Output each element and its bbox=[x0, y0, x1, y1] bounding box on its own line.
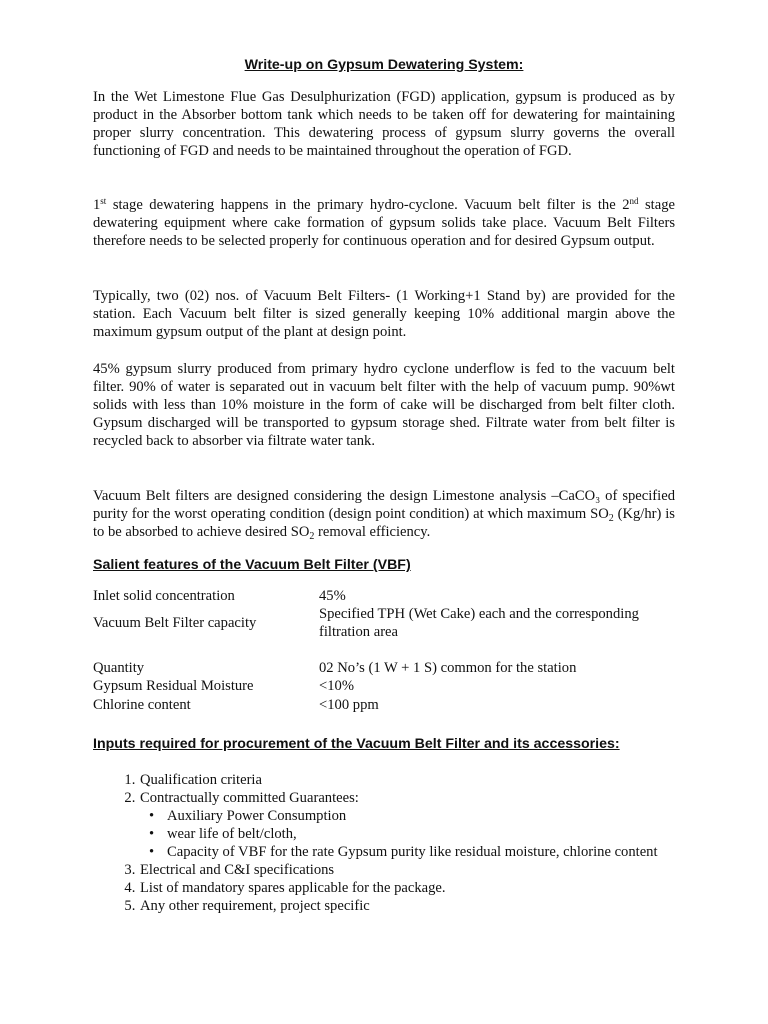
list-item-text: Electrical and C&I specifications bbox=[140, 862, 335, 878]
feature-label: Vacuum Belt Filter capacity bbox=[93, 615, 257, 631]
feature-value: <10% bbox=[319, 678, 354, 694]
list-item bbox=[139, 861, 683, 879]
subscript: 2 bbox=[608, 513, 614, 524]
salient-features-heading: Salient features of the Vacuum Belt Filter (VBF) bbox=[93, 557, 411, 573]
document-title: Write-up on Gypsum Dewatering System: bbox=[244, 57, 524, 73]
text-run: stage dewatering happens in the primary hydro-cyclone. Vacuum belt filter is the 2 bbox=[106, 197, 630, 213]
feature-label: Gypsum Residual Moisture bbox=[93, 678, 254, 694]
list-item bbox=[139, 879, 683, 897]
list-item bbox=[139, 897, 683, 915]
superscript: nd bbox=[629, 196, 639, 206]
list-item bbox=[139, 771, 683, 789]
procurement-inputs-list bbox=[93, 771, 683, 915]
feature-value: Specified TPH (Wet Cake) each and the corresponding filtration area bbox=[319, 606, 639, 640]
text-run: (Kg/hr) is to be absorbed to achieve desired SO bbox=[93, 506, 675, 540]
feature-value: 45% bbox=[319, 588, 346, 604]
feature-label: Inlet solid concentration bbox=[93, 588, 235, 604]
feature-value: 02 No’s (1 W + 1 S) common for the station bbox=[319, 660, 577, 676]
feature-value: <100 ppm bbox=[319, 697, 379, 713]
design-basis-paragraph bbox=[93, 487, 675, 541]
list-item-text: Any other requirement, project specific bbox=[140, 898, 370, 914]
filter-count-paragraph: Typically, two (02) nos. of Vacuum Belt Filters- (1 Working+1 Stand by) are provided for the station. Each Vacuum belt filter is sized generally keeping 10% additional margin above the maximum gypsum output of the plant at design point. bbox=[93, 288, 675, 340]
subscript: 2 bbox=[309, 531, 315, 542]
bullet-item: • Capacity of VBF for the rate Gypsum purity like residual moisture, chlorine content bbox=[167, 843, 683, 861]
bullet-item: • Auxiliary Power Consumption bbox=[167, 807, 683, 825]
list-item-text: Contractually committed Guarantees: bbox=[140, 790, 359, 806]
list-item bbox=[139, 789, 683, 861]
procurement-inputs-heading: Inputs required for procurement of the Vacuum Belt Filter and its accessories: bbox=[93, 736, 620, 752]
text-run: removal efficiency. bbox=[314, 524, 431, 540]
list-item-text: List of mandatory spares applicable for the package. bbox=[140, 880, 446, 896]
list-item-text: Qualification criteria bbox=[140, 772, 262, 788]
text-run: Vacuum Belt filters are designed considering the design Limestone analysis –CaCO₃ of specified purity for the worst operating condition (design point condition) at which maximum SO bbox=[93, 488, 675, 522]
text-run: 1 bbox=[93, 197, 101, 213]
dewatering-stages-paragraph bbox=[93, 196, 675, 250]
feature-label: Quantity bbox=[93, 660, 145, 676]
intro-paragraph: In the Wet Limestone Flue Gas Desulphurization (FGD) application, gypsum is produced as by product in the Absorber bottom tank which needs to be taken off for dewatering for maintaining proper slurry concentration. This dewatering process of gypsum slurry governs the overall functioning of FGD and needs to be maintained throughout the operation of FGD. bbox=[93, 89, 675, 159]
feature-label: Chlorine content bbox=[93, 697, 191, 713]
process-paragraph: 45% gypsum slurry produced from primary hydro cyclone underflow is fed to the vacuum belt filter. 90% of water is separated out in vacuum belt filter with the help of vacuum pump. 90%wt solids with less than 10% moisture in the form of cake will be discharged from belt filter cloth. Gypsum discharged will be transported to gypsum storage shed. Filtrate water from belt filter is recycled back to absorber via filtrate water tank. bbox=[93, 361, 675, 449]
text-run: stage dewatering equipment where cake formation of gypsum solids take place. Vacuum Belt Filters therefore needs to be selected properly for continuous operation and for desired Gypsum output. bbox=[93, 197, 675, 249]
bullet-item: • wear life of belt/cloth, bbox=[167, 825, 683, 843]
superscript: st bbox=[100, 196, 107, 206]
guarantees-list bbox=[140, 807, 683, 861]
